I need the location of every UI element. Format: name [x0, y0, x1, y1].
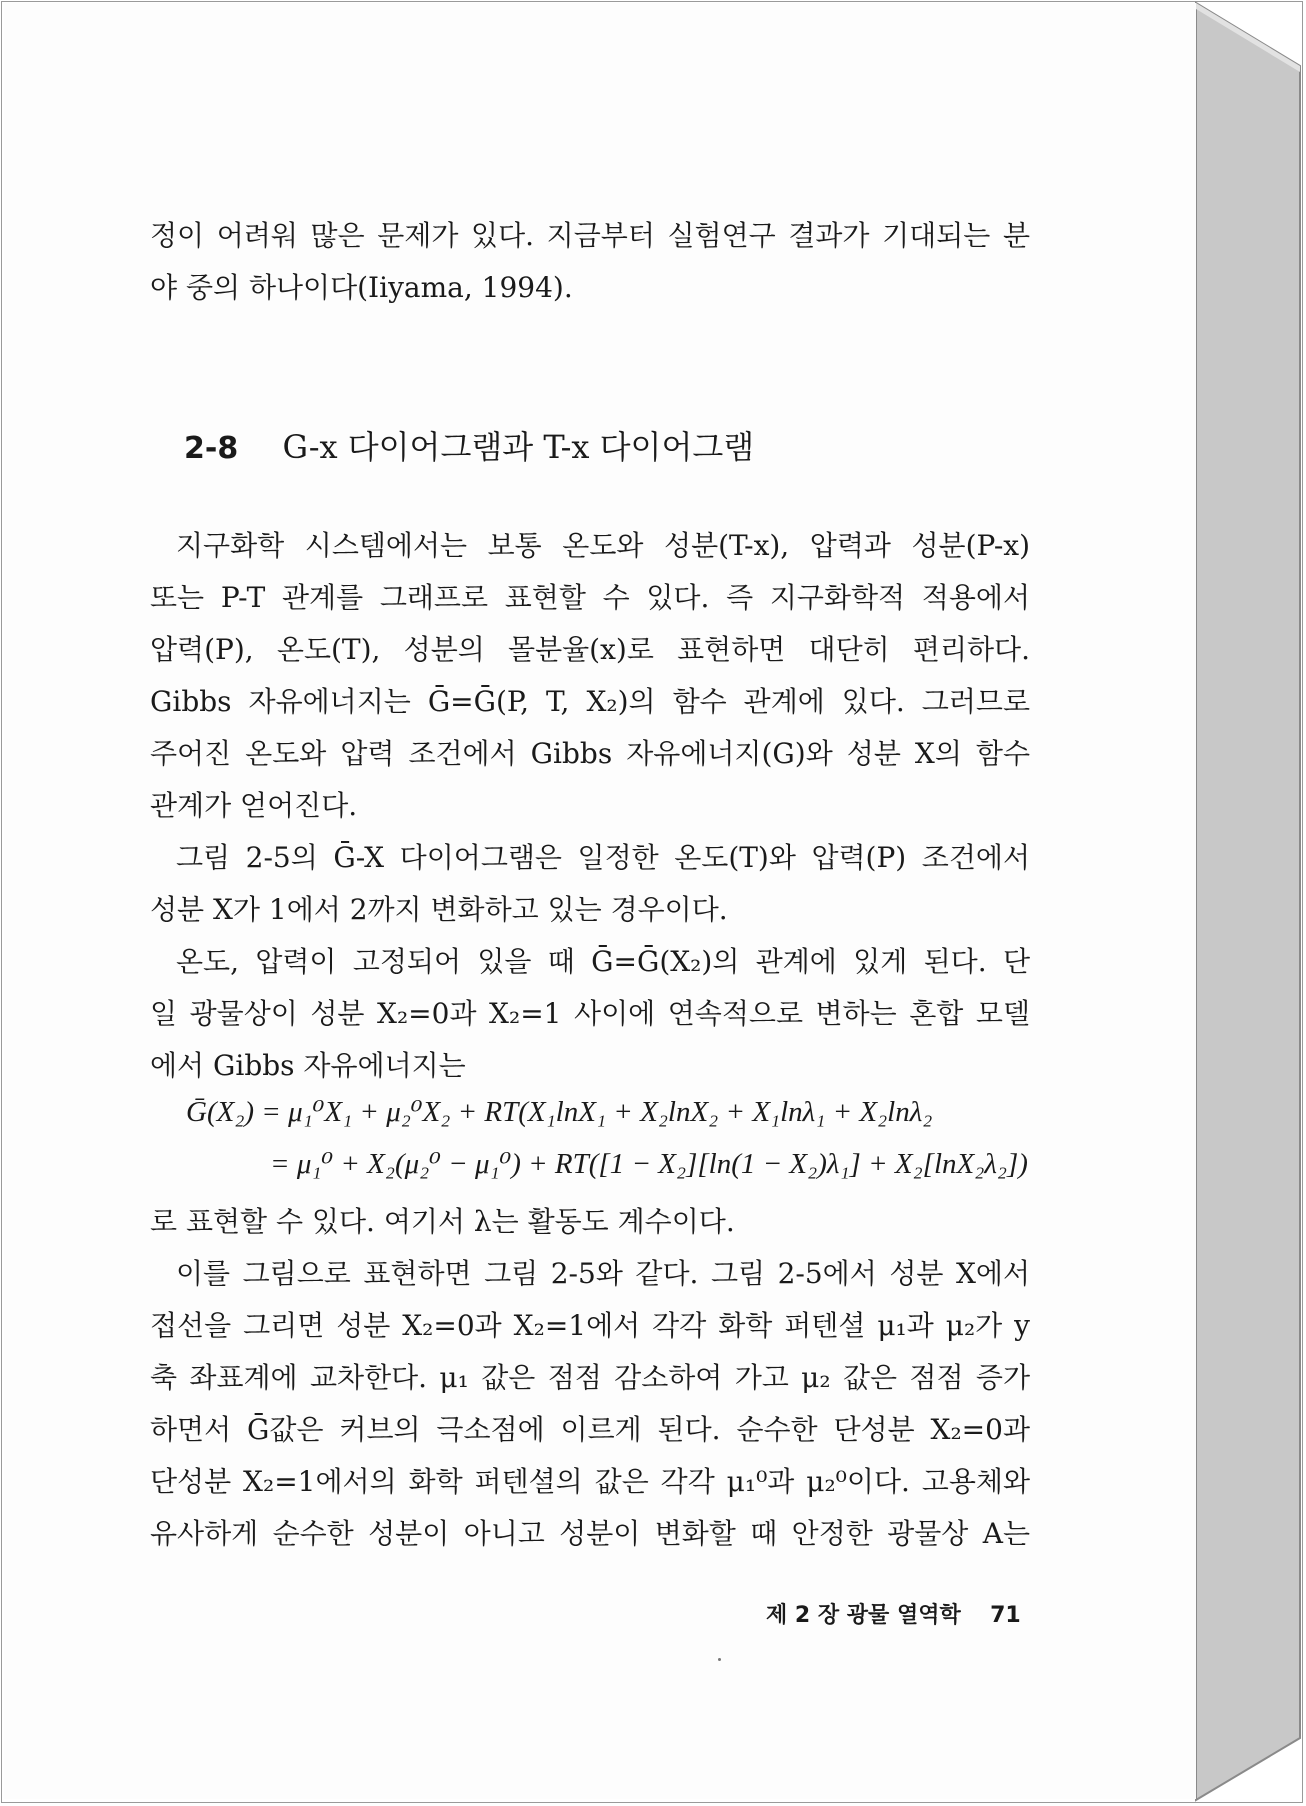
- body-paragraphs-2: [150, 1196, 1030, 1560]
- text-line: 압력(P), 온도(T), 성분의 몰분율(x)로 표현하면 대단히 편리하다.: [150, 633, 1030, 666]
- text-line: 에서 Gibbs 자유에너지는: [150, 1049, 466, 1082]
- text-line: 관계가 얻어진다.: [150, 789, 358, 822]
- body-paragraphs-1: [150, 520, 1030, 1092]
- equation-line-1: Ḡ(X₂) = μ₁⁰X₁ + μ₂⁰X₂ + RT(X₁lnX₁ + X₂lnX₂ + X₁lnλ₁ + X₂lnλ₂: [186, 1096, 933, 1128]
- page-footer: [766, 1598, 1021, 1629]
- text-line: 또는 P-T 관계를 그래프로 표현할 수 있다. 즉 지구화학적 적용에서: [150, 581, 1030, 614]
- text-line: 유사하게 순수한 성분이 아니고 성분이 변화할 때 안정한 광물상 A는: [150, 1517, 1030, 1550]
- text-line: 그림 2-5의 Ḡ-X 다이어그램은 일정한 온도(T)와 압력(P) 조건에서: [176, 841, 1030, 874]
- text-line: 지구화학 시스템에서는 보통 온도와 성분(T-x), 압력과 성분(P-x): [176, 529, 1030, 562]
- text-line: 이를 그림으로 표현하면 그림 2-5와 같다. 그림 2-5에서 성분 X에서: [176, 1257, 1030, 1290]
- text-line: Gibbs 자유에너지는 Ḡ=Ḡ(P, T, X₂)의 함수 관계에 있다. 그러므로: [150, 685, 1030, 718]
- text-line: 단성분 X₂=1에서의 화학 퍼텐셜의 값은 각각 μ₁⁰과 μ₂⁰이다. 고용체와: [150, 1465, 1030, 1498]
- chapter-title: 제 2 장 광물 열역학: [766, 1603, 961, 1628]
- text-line: 성분 X가 1에서 2까지 변화하고 있는 경우이다.: [150, 893, 728, 926]
- text-line: 온도, 압력이 고정되어 있을 때 Ḡ=Ḡ(X₂)의 관계에 있게 된다. 단: [176, 945, 1030, 978]
- scan-speck: [718, 1658, 721, 1661]
- equation-block: [186, 1086, 1028, 1190]
- section-heading: [184, 422, 754, 468]
- text-line: 로 표현할 수 있다. 여기서 λ는 활동도 계수이다.: [150, 1205, 735, 1238]
- text-line: 야 중의 하나이다(Iiyama, 1994).: [150, 271, 573, 304]
- page-number: 71: [990, 1603, 1021, 1628]
- section-title: G-x 다이어그램과 T-x 다이어그램: [282, 428, 755, 466]
- text-line: 정이 어려워 많은 문제가 있다. 지금부터 실험연구 결과가 기대되는 분: [150, 219, 1030, 252]
- text-line: 일 광물상이 성분 X₂=0과 X₂=1 사이에 연속적으로 변하는 혼합 모델: [150, 997, 1030, 1030]
- section-number: 2-8: [184, 431, 239, 466]
- top-paragraph: [150, 210, 1030, 314]
- text-line: 축 좌표계에 교차한다. μ₁ 값은 점점 감소하여 가고 μ₂ 값은 점점 증가: [150, 1361, 1030, 1394]
- text-line: 하면서 Ḡ값은 커브의 극소점에 이르게 된다. 순수한 단성분 X₂=0과: [150, 1413, 1030, 1446]
- text-line: 주어진 온도와 압력 조건에서 Gibbs 자유에너지(G)와 성분 X의 함수: [150, 737, 1030, 770]
- text-line: 접선을 그리면 성분 X₂=0과 X₂=1에서 각각 화학 퍼텐셜 μ₁과 μ₂가 y: [150, 1309, 1030, 1342]
- equation-line-2: = μ₁⁰ + X₂(μ₂⁰ − μ₁⁰) + RT([1 − X₂][ln(1 − X₂)λ₁] + X₂[lnX₂λ₂]): [270, 1148, 1028, 1180]
